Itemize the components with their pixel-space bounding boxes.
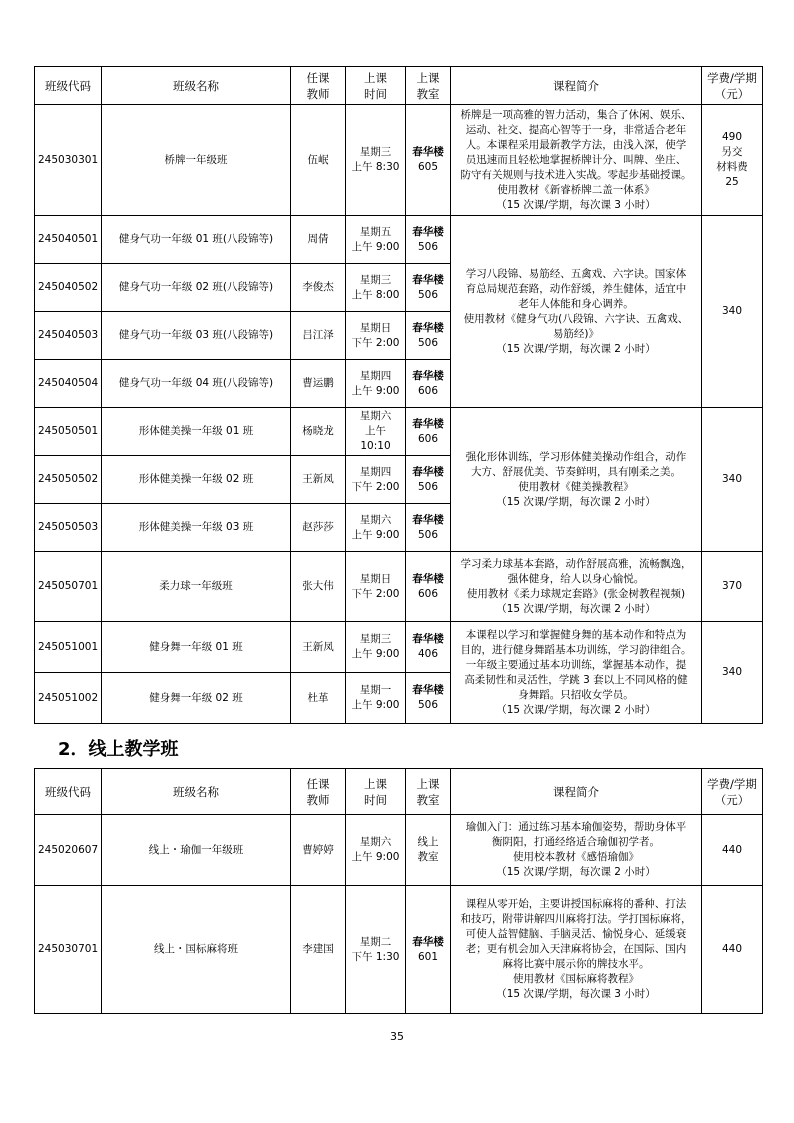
table-header-row [35,67,763,105]
teacher: 张大伟 [291,552,346,622]
class-name: 健身气功一年级 04 班(八段锦等) [102,360,291,408]
class-code: 245050502 [35,456,102,504]
classroom: 春华楼 506 [406,456,451,504]
course-intro: 学习柔力球基本套路，动作舒展高雅，流畅飘逸， 强体健身，给人以身心愉悦。 使用教材《柔力球规定套路》(张金树教程视频) （15 次课/学期，每次课 2 小时） [451,552,702,622]
class-time: 星期四 下午 2:00 [346,456,406,504]
header-code: 班级代码 [35,769,102,815]
header-intro: 课程简介 [451,769,702,815]
class-name: 柔力球一年级班 [102,552,291,622]
classroom: 春华楼 506 [406,216,451,264]
class-time: 星期三 上午 8:00 [346,264,406,312]
teacher: 伍岷 [291,105,346,216]
course-intro: 课程从零开始，主要讲授国标麻将的番种、打法 和技巧，附带讲解四川麻将打法。学打国标麻将， 可使人益智健脑、手脑灵活、愉悦身心、延缓衰 老；更有机会加入天津麻将协会，在国际、国内 麻将比赛中展示你的牌技水平。 使用教材《国标麻将教程》 （15 次课/学期，每次课 3 小时） [451,886,702,1014]
class-name: 形体健美操一年级 03 班 [102,504,291,552]
header-fee: 学费/学期 （元） [702,769,763,815]
tuition-fee: 440 [702,815,763,886]
class-name: 健身舞一年级 01 班 [102,622,291,673]
class-time: 星期六 上午 10:10 [346,408,406,456]
class-name: 健身气功一年级 03 班(八段锦等) [102,312,291,360]
header-name: 班级名称 [102,769,291,815]
class-time: 星期六 上午 9:00 [346,504,406,552]
classroom: 春华楼 605 [406,105,451,216]
teacher: 杨晓龙 [291,408,346,456]
header-code: 班级代码 [35,67,102,105]
header-fee: 学费/学期 （元） [702,67,763,105]
class-name: 健身舞一年级 02 班 [102,673,291,724]
classroom: 春华楼 606 [406,552,451,622]
class-code: 245030701 [35,886,102,1014]
table-row [35,815,763,886]
table-row [35,886,763,1014]
class-time: 星期日 下午 2:00 [346,312,406,360]
table-row [35,622,763,673]
class-code: 245050501 [35,408,102,456]
class-code: 245020607 [35,815,102,886]
tuition-fee: 340 [702,622,763,724]
class-time: 星期四 上午 9:00 [346,360,406,408]
class-code: 245040503 [35,312,102,360]
header-intro: 课程简介 [451,67,702,105]
classroom: 春华楼 506 [406,312,451,360]
table-header-row [35,769,763,815]
teacher: 杜革 [291,673,346,724]
teacher: 周倩 [291,216,346,264]
teacher: 赵莎莎 [291,504,346,552]
class-name: 线上・瑜伽一年级班 [102,815,291,886]
class-name: 健身气功一年级 02 班(八段锦等) [102,264,291,312]
class-time: 星期二 下午 1:30 [346,886,406,1014]
tuition-fee: 490 另交 材料费 25 [702,105,763,216]
header-teacher: 任课 教师 [291,67,346,105]
class-time: 星期六 上午 9:00 [346,815,406,886]
header-room: 上课 教室 [406,769,451,815]
course-intro: 桥牌是一项高雅的智力活动，集合了休闲、娱乐、 运动、社交、提高心智等于一身，非常适合老年 人。本课程采用最新教学方法，由浅入深，使学 员迅速而且轻松地掌握桥牌计分、叫牌、坐庄、 防守有关规则与技术进入实战。零起步基础授课。 使用教材《新睿桥牌二盖一体系》 （15 次课/学期，每次课 3 小时） [451,105,702,216]
class-code: 245030301 [35,105,102,216]
classroom: 春华楼 506 [406,264,451,312]
course-intro: 本课程以学习和掌握健身舞的基本动作和特点为 目的，进行健身舞蹈基本功训练，学习韵律组合。 一年级主要通过基本功训练，掌握基本动作，提 高柔韧性和灵活性，学跳 3 套以上不同风格的健 身舞蹈。只招收女学员。 （15 次课/学期，每次课 2 小时） [451,622,702,724]
header-name: 班级名称 [102,67,291,105]
table-row [35,552,763,622]
class-code: 245050701 [35,552,102,622]
table-row [35,105,763,216]
teacher: 曹运鹏 [291,360,346,408]
class-code: 245040501 [35,216,102,264]
course-intro: 学习八段锦、易筋经、五禽戏、六字诀。国家体 育总局规范套路，动作舒缓，养生健体，适宜中 老年人体能和身心调养。 使用教材《健身气功(八段锦、六字诀、五禽戏、 易筋经)》 （15 次课/学期，每次课 2 小时） [451,216,702,408]
classroom: 线上 教室 [406,815,451,886]
class-code: 245040504 [35,360,102,408]
teacher: 王新凤 [291,456,346,504]
class-name: 桥牌一年级班 [102,105,291,216]
teacher: 吕江泽 [291,312,346,360]
class-time: 星期一 上午 9:00 [346,673,406,724]
tuition-fee: 370 [702,552,763,622]
class-name: 形体健美操一年级 02 班 [102,456,291,504]
header-room: 上课 教室 [406,67,451,105]
classroom: 春华楼 606 [406,408,451,456]
course-intro: 瑜伽入门：通过练习基本瑜伽姿势，帮助身体平 衡阴阳，打通经络适合瑜伽初学者。 使用校本教材《感悟瑜伽》 （15 次课/学期，每次课 2 小时） [451,815,702,886]
teacher: 王新凤 [291,622,346,673]
tuition-fee: 440 [702,886,763,1014]
class-code: 245051001 [35,622,102,673]
tuition-fee: 340 [702,216,763,408]
course-intro: 强化形体训练，学习形体健美操动作组合，动作 大方、舒展优美、节奏鲜明，具有刚柔之美。 使用教材《健美操教程》 （15 次课/学期，每次课 2 小时） [451,408,702,552]
page-number: 35 [390,1030,404,1043]
class-time: 星期三 上午 8:30 [346,105,406,216]
section-title: 2．线上教学班 [58,739,179,760]
classroom: 春华楼 406 [406,622,451,673]
class-code: 245050503 [35,504,102,552]
class-code: 245051002 [35,673,102,724]
teacher: 曹婷婷 [291,815,346,886]
classroom: 春华楼 606 [406,360,451,408]
header-teacher: 任课 教师 [291,769,346,815]
course-table-offline [34,66,763,724]
course-table-online [34,768,763,1014]
teacher: 李建国 [291,886,346,1014]
class-name: 健身气功一年级 01 班(八段锦等) [102,216,291,264]
class-code: 245040502 [35,264,102,312]
header-time: 上课 时间 [346,769,406,815]
class-time: 星期日 下午 2:00 [346,552,406,622]
teacher: 李俊杰 [291,264,346,312]
class-time: 星期五 上午 9:00 [346,216,406,264]
classroom: 春华楼 601 [406,886,451,1014]
header-time: 上课 时间 [346,67,406,105]
class-name: 形体健美操一年级 01 班 [102,408,291,456]
table-row [35,216,763,264]
classroom: 春华楼 506 [406,673,451,724]
tuition-fee: 340 [702,408,763,552]
classroom: 春华楼 506 [406,504,451,552]
class-name: 线上・国标麻将班 [102,886,291,1014]
table-row [35,408,763,456]
class-time: 星期三 上午 9:00 [346,622,406,673]
